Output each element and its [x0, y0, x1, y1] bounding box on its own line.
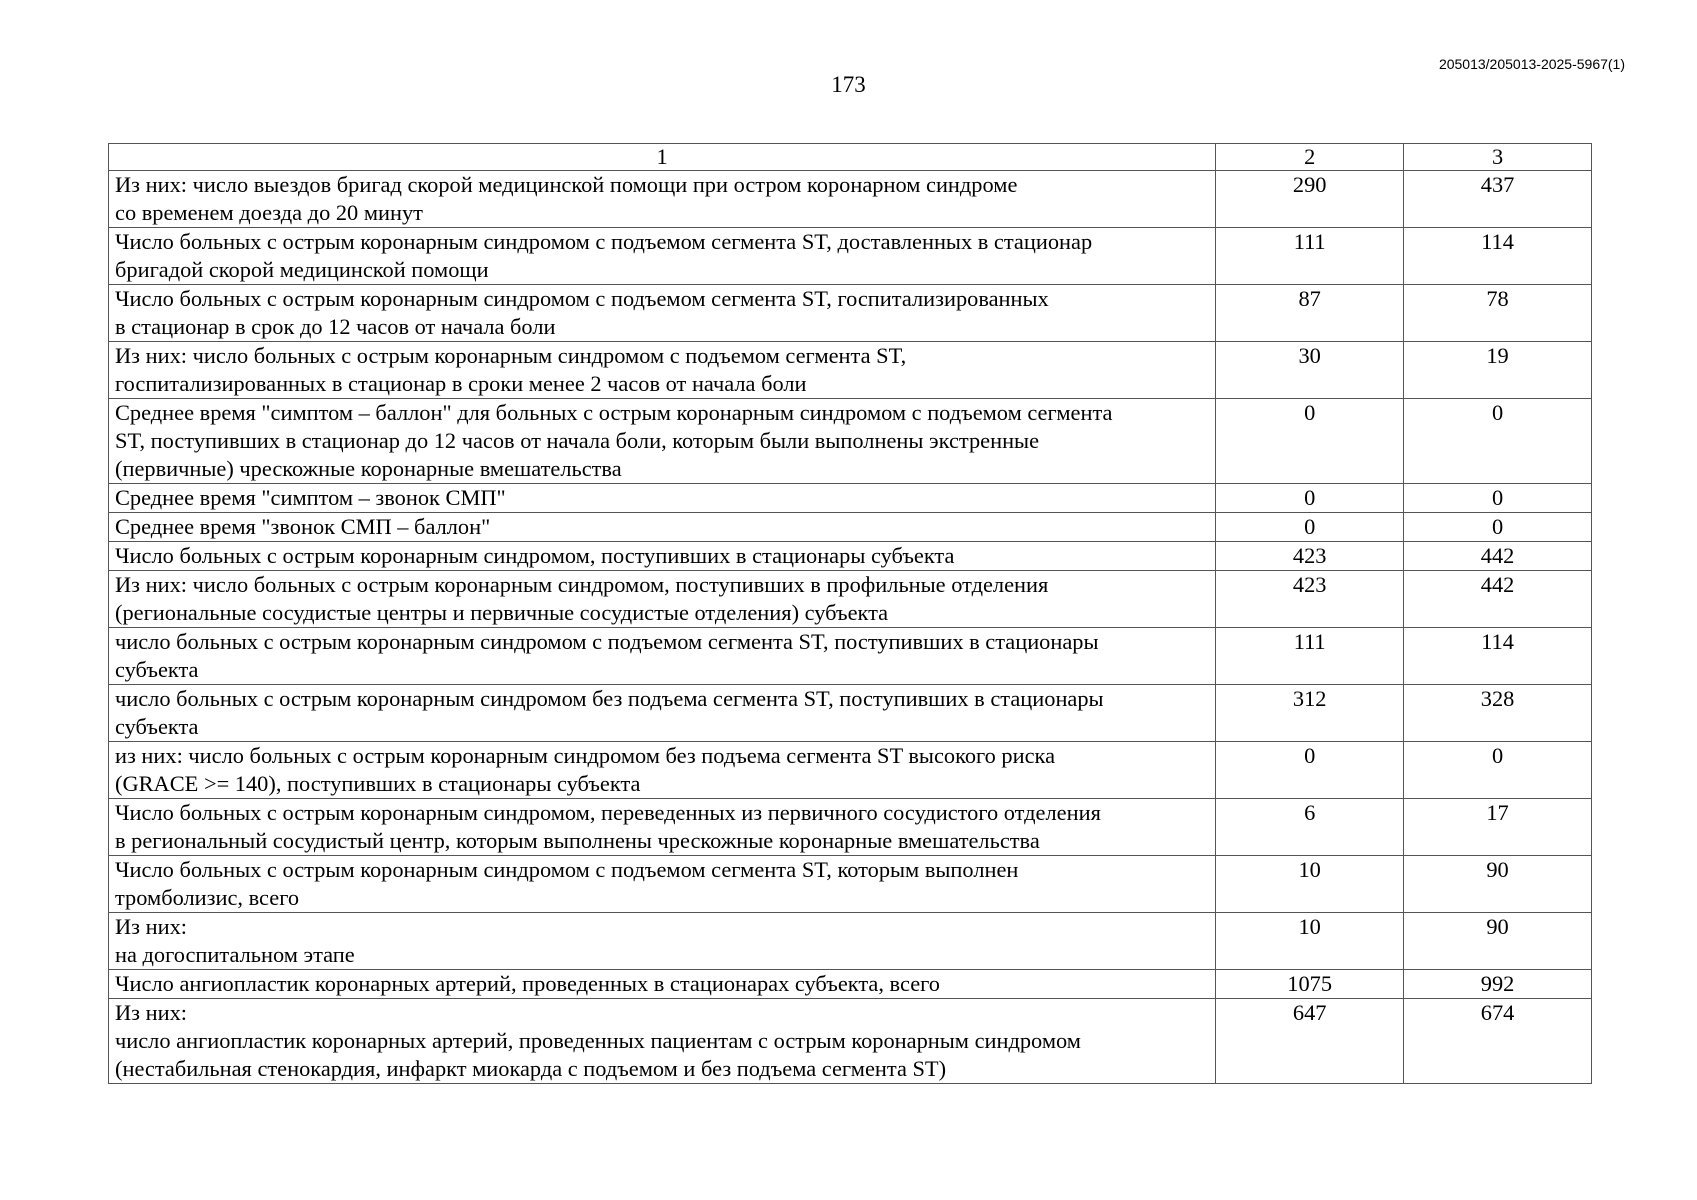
table-row	[109, 342, 1592, 399]
table-row	[109, 628, 1592, 685]
row-label-cell: Среднее время "симптом – баллон" для больных с острым коронарным синдромом с подъемом сегмента ST, поступивших в стационар до 12 часов от начала боли, которым были выполнены экстренные (первичные) чрескожные коронарные вмешательства	[109, 399, 1216, 484]
value-cell-col3: 0	[1404, 399, 1592, 484]
table-row	[109, 228, 1592, 285]
document-id: 205013/205013-2025-5967(1)	[1438, 56, 1625, 72]
statistics-table	[108, 143, 1592, 1084]
value-cell-col3: 442	[1404, 571, 1592, 628]
row-label-cell: Число больных с острым коронарным синдромом с подъемом сегмента ST, госпитализированных в стационар в срок до 12 часов от начала боли	[109, 285, 1216, 342]
value-cell-col2: 6	[1216, 799, 1404, 856]
value-cell-col3: 78	[1404, 285, 1592, 342]
row-label-cell: из них: число больных с острым коронарным синдромом без подъема сегмента ST высокого риска (GRACE >= 140), поступивших в стационары субъекта	[109, 742, 1216, 799]
table-row	[109, 999, 1592, 1084]
value-cell-col3: 992	[1404, 970, 1592, 999]
table-row	[109, 171, 1592, 228]
value-cell-col2: 10	[1216, 913, 1404, 970]
value-cell-col3: 90	[1404, 856, 1592, 913]
column-header-3: 3	[1404, 144, 1592, 171]
column-header-2: 2	[1216, 144, 1404, 171]
value-cell-col3: 0	[1404, 742, 1592, 799]
table-row	[109, 742, 1592, 799]
row-label-cell: Число ангиопластик коронарных артерий, проведенных в стационарах субъекта, всего	[109, 970, 1216, 999]
value-cell-col2: 1075	[1216, 970, 1404, 999]
page-number: 173	[831, 72, 866, 97]
row-label-cell: Среднее время "симптом – звонок СМП"	[109, 484, 1216, 513]
value-cell-col2: 0	[1216, 513, 1404, 542]
row-label-cell: Число больных с острым коронарным синдромом с подъемом сегмента ST, которым выполнен тромболизис, всего	[109, 856, 1216, 913]
value-cell-col2: 423	[1216, 571, 1404, 628]
table-header-row	[109, 144, 1592, 171]
value-cell-col3: 114	[1404, 228, 1592, 285]
value-cell-col3: 90	[1404, 913, 1592, 970]
value-cell-col2: 290	[1216, 171, 1404, 228]
value-cell-col3: 0	[1404, 513, 1592, 542]
value-cell-col3: 328	[1404, 685, 1592, 742]
row-label-cell: Из них: на догоспитальном этапе	[109, 913, 1216, 970]
table-row	[109, 542, 1592, 571]
value-cell-col2: 30	[1216, 342, 1404, 399]
table-row	[109, 399, 1592, 484]
value-cell-col2: 312	[1216, 685, 1404, 742]
table-row	[109, 685, 1592, 742]
row-label-cell: Число больных с острым коронарным синдромом, переведенных из первичного сосудистого отделения в региональный сосудистый центр, которым выполнены чрескожные коронарные вмешательства	[109, 799, 1216, 856]
table-row	[109, 799, 1592, 856]
row-label-cell: число больных с острым коронарным синдромом с подъемом сегмента ST, поступивших в стационары субъекта	[109, 628, 1216, 685]
table-row	[109, 484, 1592, 513]
value-cell-col2: 423	[1216, 542, 1404, 571]
value-cell-col2: 111	[1216, 628, 1404, 685]
value-cell-col3: 17	[1404, 799, 1592, 856]
row-label-cell: Среднее время "звонок СМП – баллон"	[109, 513, 1216, 542]
row-label-cell: Число больных с острым коронарным синдромом с подъемом сегмента ST, доставленных в стационар бригадой скорой медицинской помощи	[109, 228, 1216, 285]
row-label-cell: Число больных с острым коронарным синдромом, поступивших в стационары субъекта	[109, 542, 1216, 571]
value-cell-col2: 10	[1216, 856, 1404, 913]
row-label-cell: Из них: число ангиопластик коронарных артерий, проведенных пациентам с острым коронарным синдромом (нестабильная стенокардия, инфаркт миокарда с подъемом и без подъема сегмента ST)	[109, 999, 1216, 1084]
value-cell-col3: 674	[1404, 999, 1592, 1084]
value-cell-col2: 647	[1216, 999, 1404, 1084]
value-cell-col3: 442	[1404, 542, 1592, 571]
value-cell-col3: 19	[1404, 342, 1592, 399]
value-cell-col2: 111	[1216, 228, 1404, 285]
row-label-cell: Из них: число больных с острым коронарным синдромом, поступивших в профильные отделения (региональные сосудистые центры и первичные сосудистые отделения) субъекта	[109, 571, 1216, 628]
value-cell-col3: 114	[1404, 628, 1592, 685]
value-cell-col2: 0	[1216, 484, 1404, 513]
table-row	[109, 285, 1592, 342]
table-body	[109, 171, 1592, 1084]
row-label-cell: Из них: число больных с острым коронарным синдромом с подъемом сегмента ST, госпитализированных в стационар в сроки менее 2 часов от начала боли	[109, 342, 1216, 399]
value-cell-col3: 437	[1404, 171, 1592, 228]
value-cell-col2: 0	[1216, 742, 1404, 799]
column-header-1: 1	[109, 144, 1216, 171]
table-row	[109, 970, 1592, 999]
row-label-cell: число больных с острым коронарным синдромом без подъема сегмента ST, поступивших в стационары субъекта	[109, 685, 1216, 742]
table-row	[109, 571, 1592, 628]
table-row	[109, 513, 1592, 542]
value-cell-col2: 87	[1216, 285, 1404, 342]
value-cell-col2: 0	[1216, 399, 1404, 484]
table-row	[109, 913, 1592, 970]
table-row	[109, 856, 1592, 913]
value-cell-col3: 0	[1404, 484, 1592, 513]
row-label-cell: Из них: число выездов бригад скорой медицинской помощи при остром коронарном синдроме со временем доезда до 20 минут	[109, 171, 1216, 228]
